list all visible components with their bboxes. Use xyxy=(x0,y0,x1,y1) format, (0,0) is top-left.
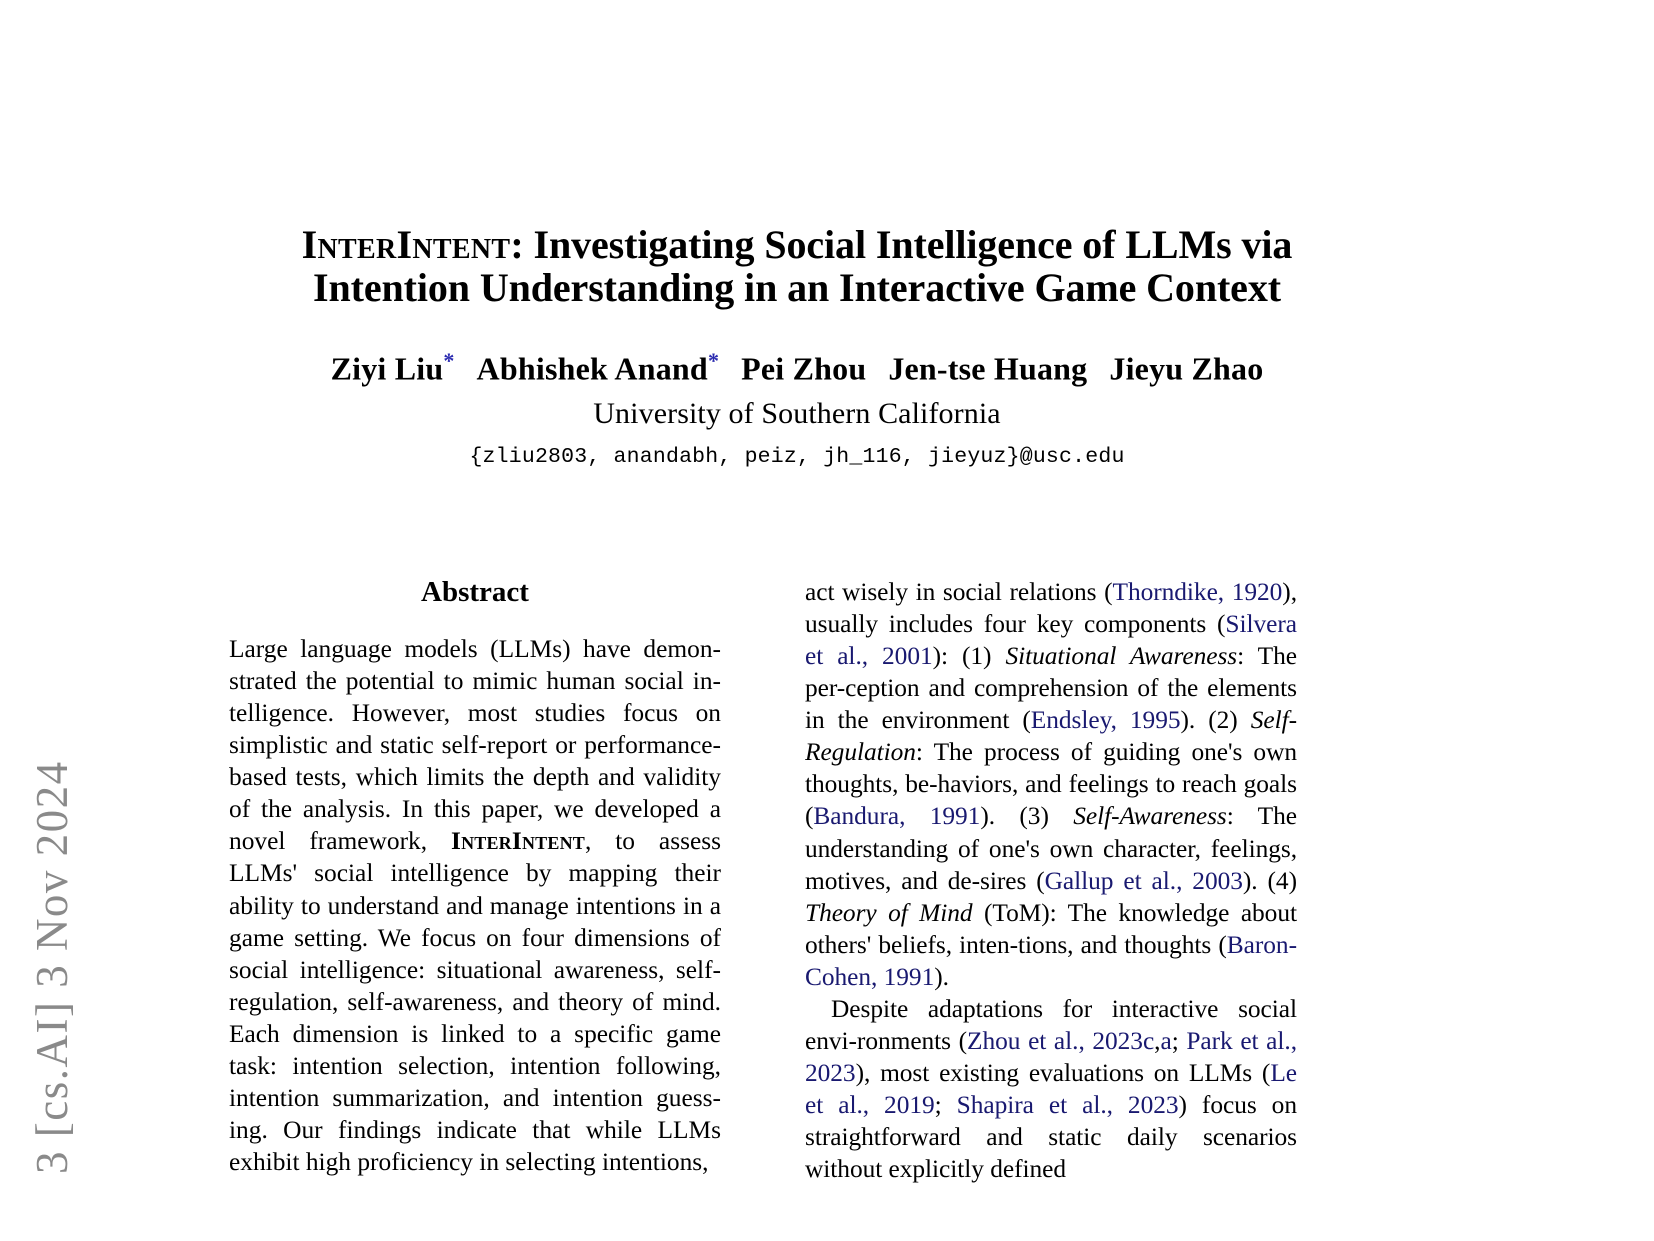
intro-paragraph-2 xyxy=(805,993,1297,1185)
citation-link[interactable]: Silvera et al., 2001 xyxy=(805,610,1297,671)
emphasis-term: Situational Awareness xyxy=(1005,642,1238,671)
citation-link[interactable]: Le et al., 2019 xyxy=(805,1058,1297,1119)
title-line-1-rest: : Investigating Social Intelligence of LLMs via xyxy=(510,221,1293,267)
citation-link[interactable]: Bandura, 1991 xyxy=(813,802,981,831)
citation-link[interactable]: Shapira et al., 2023 xyxy=(956,1091,1179,1119)
emphasis-term: Self-Regulation xyxy=(805,706,1297,767)
text-run: ; xyxy=(1171,1026,1187,1055)
citation-link[interactable]: Park et al., 2023 xyxy=(805,1026,1297,1087)
text-run: Large language models (LLMs) have demon-strated the potential to mimic human social in-telligence. However, most studies focus on simplistic and static self-report or performance-based tests, which limits the depth and validity of the analysis. In this paper, we developed a novel framework, xyxy=(229,635,721,856)
title-framework-name: InterIntent xyxy=(301,221,511,267)
title-line-2: Intention Understanding in an Interactive Game Context xyxy=(313,264,1281,310)
emphasis-term: Theory of Mind xyxy=(805,898,973,927)
text-run: ) focus on straightforward and static daily scenarios without explicitly defined xyxy=(805,1091,1297,1184)
text-run: ). xyxy=(934,962,949,991)
text-run: ), most existing evaluations on LLMs ( xyxy=(855,1058,1271,1087)
text-run: , to assess LLMs' social intelligence by mapping their ability to understand and manage intentions in a game setting. We focus on four dimensions of social intelligence: situational awareness, self-regulation, self-awareness, and theory of mind. Each dimension is linked to a specific game task: intention selection, intention following, intention summarization, and intention guess-ing. Our findings indicate that while LLMs exhibit high proficiency in selecting intentions, xyxy=(229,827,721,1176)
left-column xyxy=(229,576,721,1241)
intro-paragraph-1 xyxy=(805,576,1297,993)
author-name: Abhishek Anand xyxy=(476,350,708,387)
citation-link[interactable]: Gallup et al., 2003 xyxy=(1044,866,1243,895)
author-name: Jen-tse Huang xyxy=(888,350,1088,387)
text-run: ): (1) xyxy=(932,642,1006,671)
authors-block xyxy=(277,348,1317,469)
text-run: act wisely in social relations ( xyxy=(805,578,1113,606)
text-run: ). (2) xyxy=(1180,706,1251,735)
citation-link[interactable]: Thorndike, 1920 xyxy=(1112,578,1283,606)
citation-link[interactable]: Endsley, 1995 xyxy=(1030,706,1181,735)
text-run: : The per-ception and comprehension of the elements in the environment ( xyxy=(805,642,1297,735)
text-run: , xyxy=(1154,1026,1161,1055)
citation-link[interactable]: Baron-Cohen, 1991 xyxy=(805,930,1297,991)
framework-name: InterIntent xyxy=(450,827,585,856)
text-run: : The process of guiding one's own thoughts, be-haviors, and feelings to reach goals ( xyxy=(805,738,1297,831)
page-title xyxy=(277,223,1317,309)
author-name: Ziyi Liu xyxy=(330,350,444,387)
text-run: (ToM): The knowledge about others' beliefs, inten-tions, and thoughts ( xyxy=(805,898,1297,959)
text-run: ; xyxy=(934,1091,957,1119)
text-run: ). (4) xyxy=(1242,866,1297,895)
citation-link[interactable]: Zhou et al., 2023c xyxy=(967,1026,1155,1055)
title-block xyxy=(277,196,1317,336)
arxiv-stamp: 3 [cs.AI] 3 Nov 2024 xyxy=(27,760,77,1174)
text-run: : The understanding of one's own character, feelings, motives, and de-sires ( xyxy=(805,802,1297,895)
text-run: ). (3) xyxy=(980,802,1074,831)
affiliation: University of Southern California xyxy=(593,396,1001,430)
right-column xyxy=(805,576,1297,1241)
author-footnote-marker: * xyxy=(707,348,720,373)
author-list xyxy=(277,348,1317,388)
citation-link[interactable]: a xyxy=(1160,1026,1172,1055)
abstract-heading: Abstract xyxy=(421,576,529,608)
author-name: Pei Zhou xyxy=(741,350,867,387)
author-emails: {zliu2803, anandabh, peiz, jh_116, jieyuz}@usc.edu xyxy=(469,444,1125,469)
emphasis-term: Self-Awareness xyxy=(1073,802,1227,831)
text-run: Despite adaptations for interactive social envi-ronments ( xyxy=(805,994,1297,1055)
author-footnote-marker: * xyxy=(443,348,455,373)
text-run: ), usually includes four key components ( xyxy=(805,578,1297,639)
abstract-paragraph xyxy=(229,633,721,1178)
body-columns xyxy=(229,576,1407,1241)
author-name: Jieyu Zhao xyxy=(1109,350,1264,387)
